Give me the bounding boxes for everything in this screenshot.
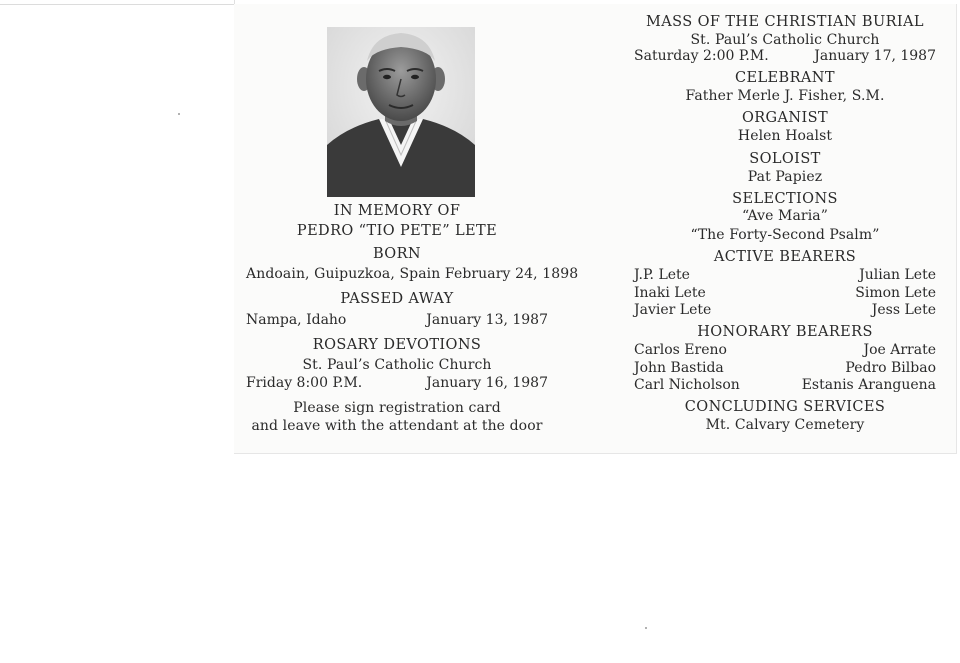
soloist-heading: SOLOIST (749, 151, 821, 167)
honorary-bearer: Carl Nicholson (634, 377, 740, 393)
born-detail: Andoain, Guipuzkoa, Spain February 24, 1898 (246, 266, 579, 282)
active-bearer: Javier Lete (634, 302, 712, 318)
scan-speck (178, 113, 180, 115)
mass-place: St. Paul’s Catholic Church (690, 32, 880, 48)
deceased-name: PEDRO “TIO PETE” LETE (296, 223, 498, 239)
rosary-heading: ROSARY DEVOTIONS (312, 337, 482, 353)
selection-item: “Ave Maria” (742, 208, 828, 224)
active-bearer: Julian Lete (859, 267, 936, 283)
scan-edge (0, 4, 236, 5)
honorary-bearer: John Bastida (634, 360, 724, 376)
concluding-place: Mt. Calvary Cemetery (705, 417, 865, 433)
organist-heading: ORGANIST (741, 110, 829, 126)
registration-note-line-2: and leave with the attendant at the door (251, 418, 543, 434)
passed-date: January 13, 1987 (426, 312, 548, 328)
honorary-bearers-heading: HONORARY BEARERS (697, 324, 873, 340)
portrait-image (327, 27, 475, 197)
passed-heading: PASSED AWAY (340, 291, 454, 307)
mass-heading: MASS OF THE CHRISTIAN BURIAL (646, 14, 924, 30)
rosary-place: St. Paul’s Catholic Church (302, 357, 492, 373)
active-bearer: Jess Lete (871, 302, 936, 318)
passed-place: Nampa, Idaho (246, 312, 347, 328)
organist-name: Helen Hoalst (737, 128, 833, 144)
active-bearer: J.P. Lete (634, 267, 690, 283)
honorary-bearer: Joe Arrate (863, 342, 936, 358)
born-heading: BORN (372, 246, 422, 262)
celebrant-name: Father Merle J. Fisher, S.M. (685, 88, 885, 104)
honorary-bearer: Estanis Aranguena (801, 377, 936, 393)
rosary-time: Friday 8:00 P.M. (246, 375, 363, 391)
mass-time: Saturday 2:00 P.M. (634, 48, 769, 64)
selections-heading: SELECTIONS (732, 191, 838, 207)
rosary-date: January 16, 1987 (426, 375, 548, 391)
celebrant-heading: CELEBRANT (735, 70, 835, 86)
selection-item: “The Forty-Second Psalm” (690, 227, 880, 243)
concluding-heading: CONCLUDING SERVICES (684, 399, 886, 415)
portrait-photo (327, 27, 475, 197)
scan-speck (645, 627, 647, 629)
registration-note-line-1: Please sign registration card (293, 400, 501, 416)
active-bearers-heading: ACTIVE BEARERS (713, 249, 857, 265)
mass-date: January 17, 1987 (814, 48, 936, 64)
honorary-bearer: Pedro Bilbao (845, 360, 936, 376)
active-bearer: Inaki Lete (634, 285, 706, 301)
honorary-bearer: Carlos Ereno (634, 342, 727, 358)
memory-heading: IN MEMORY OF (333, 203, 461, 219)
active-bearer: Simon Lete (855, 285, 936, 301)
soloist-name: Pat Papiez (747, 169, 823, 185)
